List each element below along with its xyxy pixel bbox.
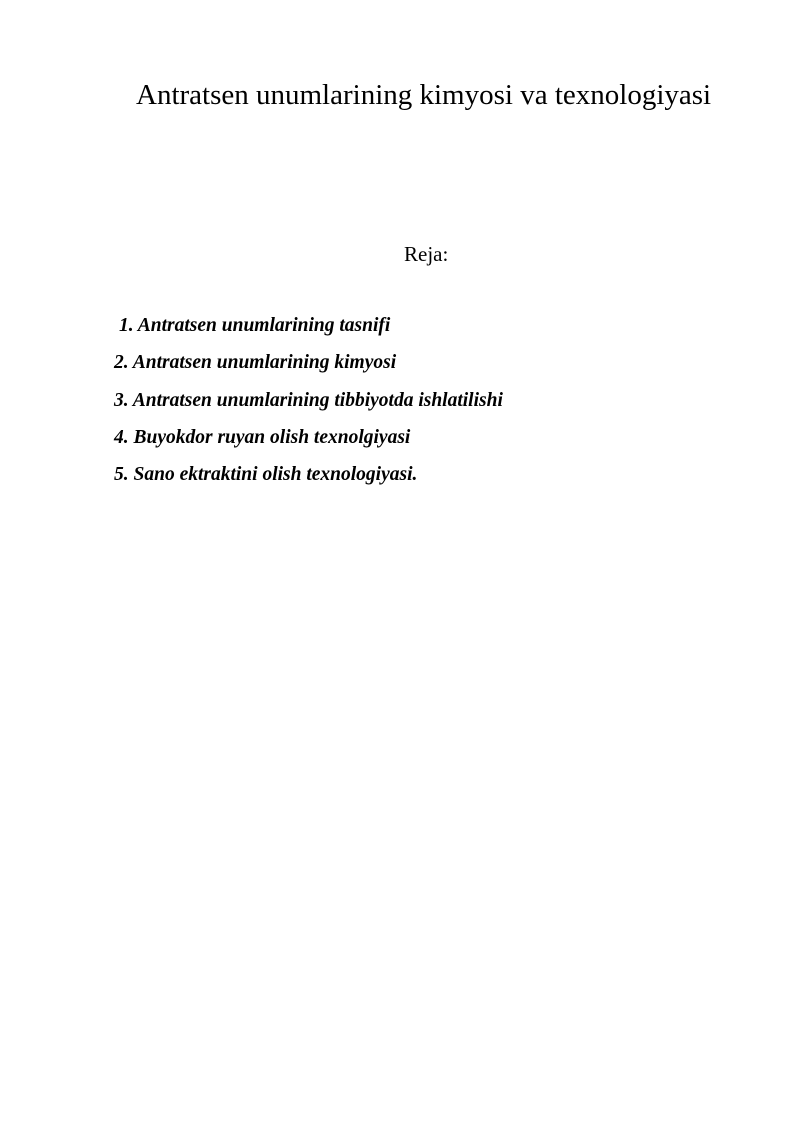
document-title: Antratsen unumlarining kimyosi va texnologiyasi: [136, 79, 712, 111]
plan-item: 3. Antratsen unumlarining tibbiyotda ishlatilishi: [114, 390, 503, 411]
plan-heading: Reja:: [404, 242, 449, 266]
plan-item: 1. Antratsen unumlarining tasnifi: [119, 315, 391, 336]
plan-item: 4. Buyokdor ruyan olish texnolgiyasi: [114, 427, 411, 448]
plan-item: 5. Sano ektraktini olish texnologiyasi.: [114, 464, 418, 485]
plan-item: 2. Antratsen unumlarining kimyosi: [114, 352, 397, 373]
